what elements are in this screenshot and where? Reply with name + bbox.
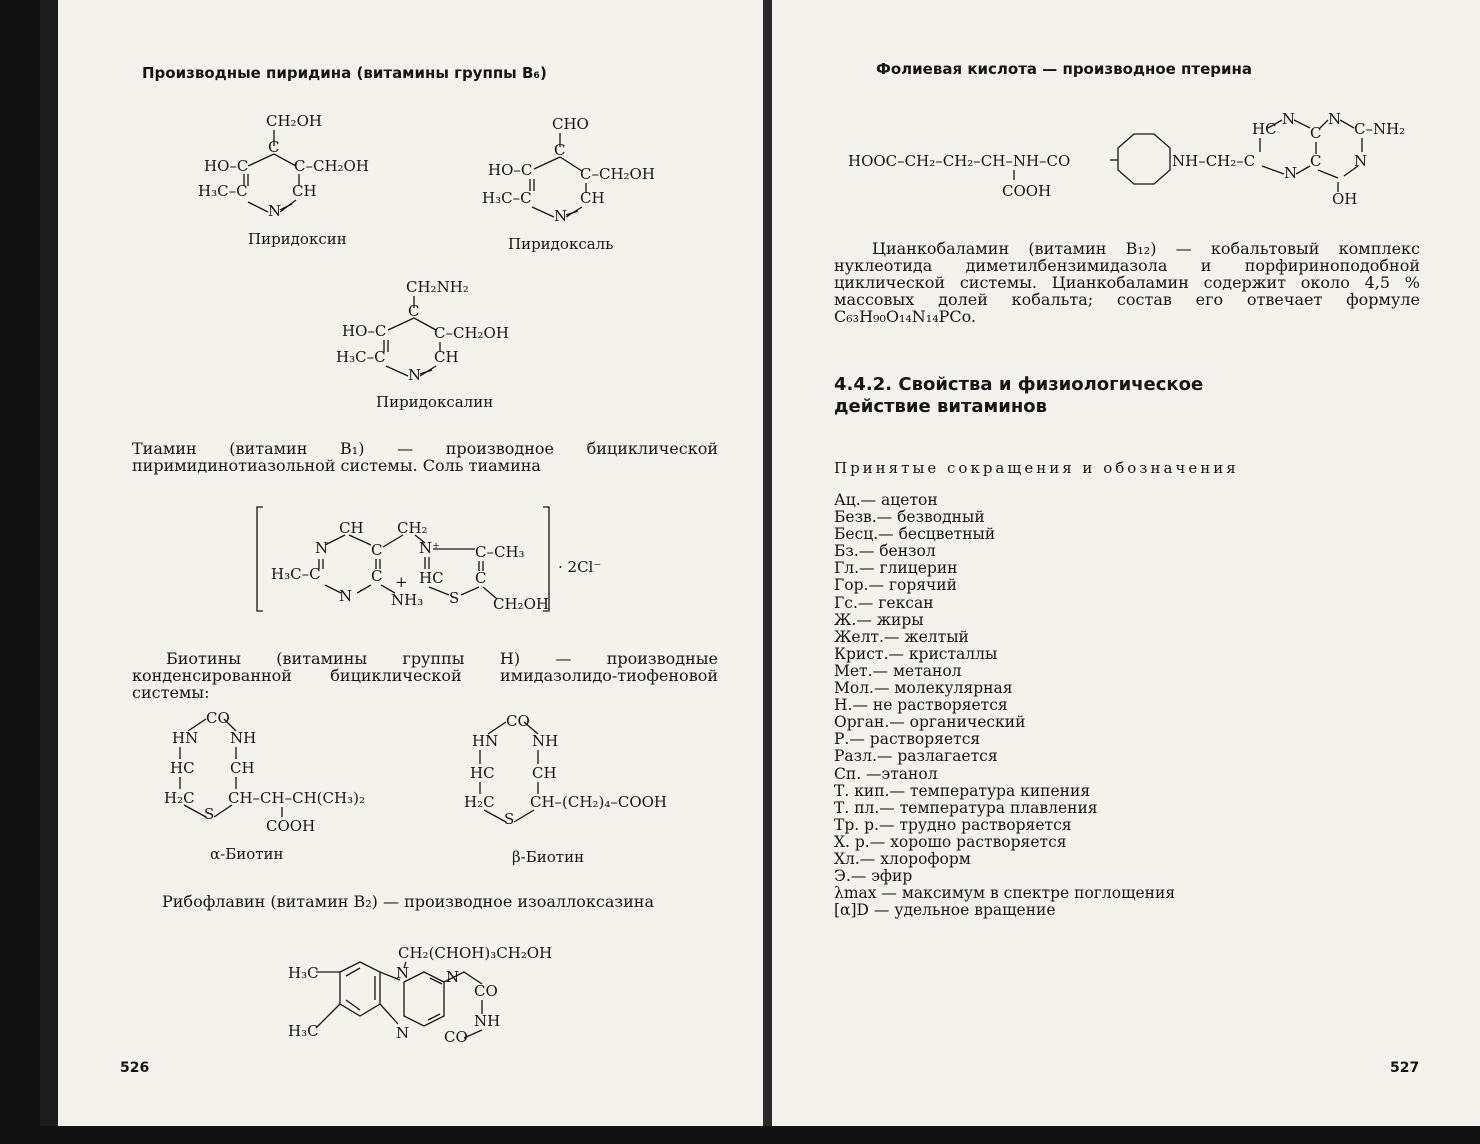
formula-label: C–CH₂OH bbox=[580, 165, 655, 183]
thiamine-paragraph: Тиамин (витамин B₁) — производное бициклической пиримидинотиазольной системы. Соль тиамина bbox=[132, 439, 718, 475]
formula-label: CH bbox=[532, 764, 557, 782]
cyanocobalamin-paragraph: Цианкобаламин (витамин B₁₂) — кобальтовый комплекс нуклеотида диметилбензимидазола и порфириноподобной циклической системы. Цианкобаламин содержит около 4,5 % массовых долей кобальта; состав его отвечает формуле C₆₃H₉₀O₁₄N₁₄PCo. bbox=[834, 239, 1420, 326]
formula-label: + bbox=[395, 573, 408, 591]
formula-label: S bbox=[504, 810, 515, 828]
abbreviation-item: Х. р.— хорошо растворяется bbox=[834, 832, 1067, 851]
beta-biotin-caption: β-Биотин bbox=[512, 848, 585, 866]
formula-label: C bbox=[268, 138, 280, 156]
abbreviation-item: Т. пл.— температура плавления bbox=[834, 798, 1098, 817]
right-page-number: 527 bbox=[1390, 1060, 1420, 1076]
formula-label: CH–(CH₂)₄–COOH bbox=[530, 793, 667, 811]
formula-label: CO bbox=[474, 982, 498, 1000]
abbreviation-item: Р.— растворяется bbox=[834, 730, 981, 749]
formula-label: CH bbox=[230, 759, 255, 777]
formula-label: N bbox=[268, 202, 282, 220]
formula-label: HO–C bbox=[342, 322, 387, 340]
formula-label: CH₂ bbox=[397, 519, 428, 537]
formula-label: N bbox=[396, 1024, 410, 1042]
formula-label: S bbox=[449, 589, 460, 607]
formula-label: HO–C bbox=[488, 161, 533, 179]
abbreviation-item: Орган.— органический bbox=[834, 713, 1026, 732]
riboflavin-structure bbox=[286, 938, 566, 1048]
formula-label: OH bbox=[1332, 190, 1358, 208]
abbreviation-item: Сп. —этанол bbox=[834, 764, 938, 783]
abbreviation-item: Мет.— метанол bbox=[834, 661, 962, 680]
formula-label: HC bbox=[419, 569, 444, 587]
abbreviation-item: Бесц.— бесцветный bbox=[834, 525, 996, 544]
right-page bbox=[772, 0, 1480, 1126]
formula-label: NH bbox=[532, 732, 559, 750]
abbreviation-item: Безв.— безводный bbox=[834, 508, 985, 527]
abbreviation-item: Желт.— желтый bbox=[834, 627, 969, 646]
formula-label: CHO bbox=[552, 115, 589, 133]
formula-label: CH₂(CHOH)₃CH₂OH bbox=[398, 944, 553, 962]
abbreviation-item: Крист.— кристаллы bbox=[834, 644, 998, 663]
pyridoxamine-structure bbox=[336, 276, 556, 391]
formula-label: CO bbox=[444, 1028, 468, 1046]
formula-label: C–NH₂ bbox=[1354, 120, 1406, 138]
biotin-paragraph: Биотины (витамины группы H) — производные конденсированной бициклической имидазолидо-тиофеновой системы: bbox=[132, 649, 718, 702]
formula-label: N bbox=[1284, 164, 1298, 182]
pyridoxine-structure bbox=[196, 108, 396, 228]
thiamine-salt-suffix: · 2Cl⁻ bbox=[558, 558, 602, 576]
book-gutter bbox=[763, 0, 772, 1144]
alpha-biotin-caption: α-Биотин bbox=[210, 845, 284, 863]
formula-label: HC bbox=[470, 764, 495, 782]
formula-label: CH bbox=[339, 519, 364, 537]
scan-bottom-edge bbox=[0, 1126, 1480, 1144]
abbreviation-item: λmax — максимум в спектре поглощения bbox=[834, 884, 1176, 903]
pyridoxal-caption: Пиридоксаль bbox=[508, 235, 614, 253]
formula-label: H₃C bbox=[288, 964, 319, 982]
formula-label: S bbox=[204, 805, 215, 823]
abbreviation-item: Хл.— хлороформ bbox=[834, 849, 971, 868]
abbreviation-item: Гл.— глицерин bbox=[834, 559, 958, 578]
formula-label: HC bbox=[170, 759, 195, 777]
formula-label: N bbox=[1354, 152, 1368, 170]
formula-label: NH bbox=[474, 1012, 501, 1030]
formula-label: C bbox=[371, 567, 383, 585]
abbreviations-list bbox=[834, 492, 1175, 919]
folic-acid-structure bbox=[848, 104, 1448, 216]
formula-label: HN bbox=[472, 732, 499, 750]
formula-label: N bbox=[554, 207, 568, 225]
formula-label: H₃C–C bbox=[198, 182, 248, 200]
formula-label: H₂C bbox=[464, 793, 495, 811]
abbreviation-item: Гс.— гексан bbox=[834, 593, 934, 612]
abbreviations-heading: Принятые сокращения и обозначения bbox=[834, 459, 1239, 477]
formula-label: HOOC–CH₂–CH₂–CH–NH–CO bbox=[848, 152, 1071, 170]
formula-label: CH bbox=[580, 189, 605, 207]
alpha-biotin-structure bbox=[158, 705, 398, 835]
formula-label: C bbox=[1310, 124, 1322, 142]
section-title-line1: 4.4.2. Свойства и физиологическое bbox=[834, 374, 1204, 395]
formula-label: CH₂OH bbox=[266, 112, 322, 130]
formula-label: NH–CH₂–C bbox=[1172, 152, 1256, 170]
abbreviation-item: Тр. р.— трудно растворяется bbox=[834, 815, 1072, 834]
formula-label: HC bbox=[1252, 120, 1277, 138]
pyridoxine-caption: Пиридоксин bbox=[248, 230, 347, 248]
formula-label: C–CH₂OH bbox=[434, 324, 509, 342]
formula-label: HN bbox=[172, 729, 199, 747]
formula-label: CO bbox=[206, 709, 230, 727]
book-spine-left-shadow bbox=[40, 0, 58, 1126]
formula-label: CH₂OH bbox=[493, 595, 549, 613]
formula-label: N bbox=[315, 539, 329, 557]
formula-label: CH bbox=[434, 348, 459, 366]
formula-label: C bbox=[475, 569, 487, 587]
formula-label: C bbox=[371, 541, 383, 559]
formula-label: C bbox=[554, 141, 566, 159]
formula-label: COOH bbox=[1002, 182, 1052, 200]
formula-label: CH–CH–CH(CH₃)₂ bbox=[228, 789, 365, 807]
formula-label: N bbox=[446, 968, 460, 986]
formula-label: H₃C–C bbox=[336, 348, 386, 366]
abbreviation-item: Э.— эфир bbox=[834, 867, 913, 886]
formula-label: H₃C–C bbox=[482, 189, 532, 207]
formula-label: HO–C bbox=[204, 157, 249, 175]
formula-label: N bbox=[1282, 110, 1296, 128]
formula-label: C bbox=[1310, 152, 1322, 170]
formula-label: H₃C bbox=[288, 1022, 319, 1040]
pyridine-heading: Производные пиридина (витамины группы B₆) bbox=[142, 64, 547, 82]
pyridoxamine-caption: Пиридоксалин bbox=[376, 393, 494, 411]
formula-label: N bbox=[408, 366, 422, 384]
formula-label: CH₂NH₂ bbox=[406, 278, 469, 296]
folic-acid-heading: Фолиевая кислота — производное птерина bbox=[876, 60, 1253, 78]
abbreviation-item: Ж.— жиры bbox=[834, 610, 924, 629]
formula-label: H₃C–C bbox=[271, 565, 321, 583]
formula-label: N bbox=[339, 587, 353, 605]
abbreviation-item: [α]D — удельное вращение bbox=[834, 901, 1056, 920]
pyridoxal-structure bbox=[482, 113, 702, 228]
formula-label: N⁺ bbox=[419, 539, 441, 557]
abbreviation-item: Т. кип.— температура кипения bbox=[834, 781, 1091, 800]
abbreviation-item: Разл.— разлагается bbox=[834, 747, 998, 766]
formula-label: CO bbox=[506, 712, 530, 730]
formula-label: NH bbox=[230, 729, 257, 747]
formula-label: CH bbox=[292, 182, 317, 200]
abbreviation-item: Н.— не растворяется bbox=[834, 696, 1008, 715]
formula-label: H₂C bbox=[164, 789, 195, 807]
formula-label: N bbox=[396, 964, 410, 982]
abbreviation-item: Мол.— молекулярная bbox=[834, 679, 1013, 698]
abbreviation-item: Гор.— горячий bbox=[834, 576, 957, 595]
left-page bbox=[58, 0, 763, 1126]
beta-biotin-structure bbox=[458, 708, 698, 828]
left-page-number: 526 bbox=[120, 1060, 150, 1076]
formula-label: COOH bbox=[266, 817, 316, 835]
formula-label: C bbox=[408, 302, 420, 320]
formula-label: C–CH₂OH bbox=[294, 157, 369, 175]
formula-label: NH₃ bbox=[391, 591, 424, 609]
formula-label: C–CH₃ bbox=[475, 543, 525, 561]
section-title-line2: действие витаминов bbox=[834, 396, 1048, 417]
formula-label: N bbox=[1328, 110, 1342, 128]
riboflavin-paragraph: Рибофлавин (витамин B₂) — производное изоаллоксазина bbox=[162, 892, 654, 911]
abbreviation-item: Бз.— бензол bbox=[834, 542, 936, 561]
abbreviation-item: Ац.— ацетон bbox=[834, 491, 938, 509]
